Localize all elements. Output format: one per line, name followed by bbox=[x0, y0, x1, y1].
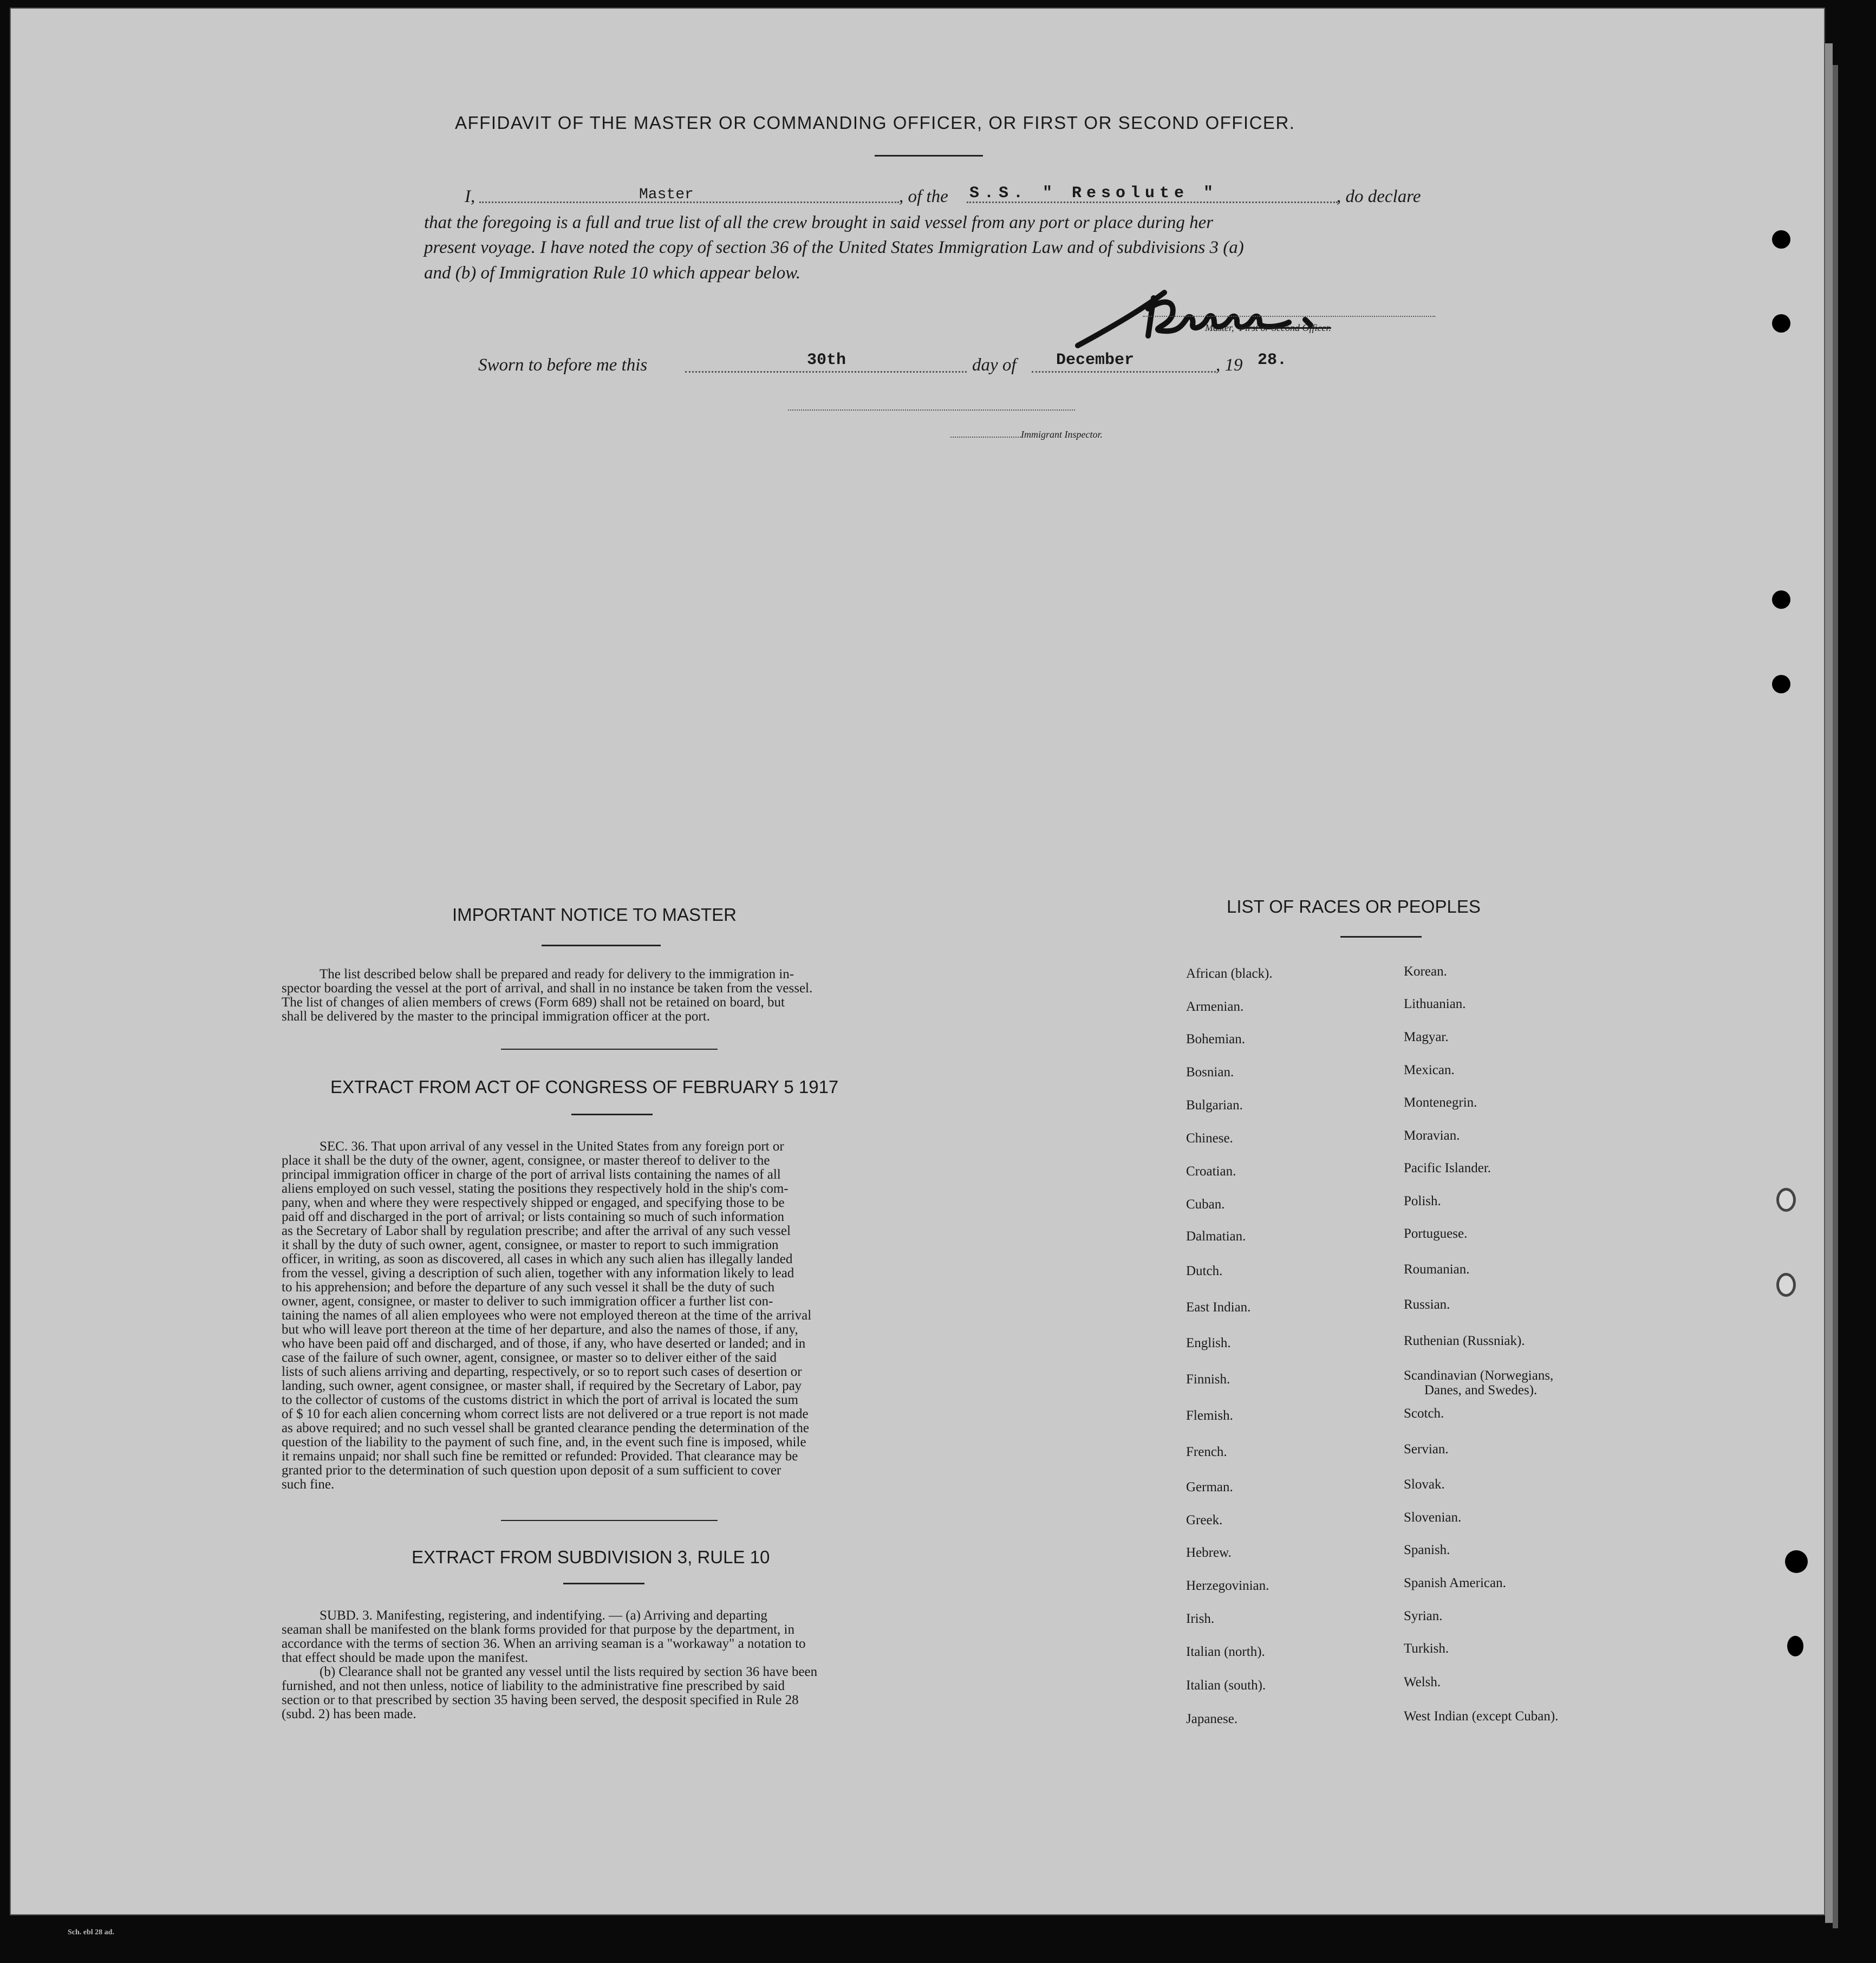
affidavit-line: that the foregoing is a full and true list of all the crew brought in said vessel from any port or place during her bbox=[424, 213, 1214, 232]
extract-act-title: EXTRACT FROM ACT OF CONGRESS OF FEBRUARY 5 1917 bbox=[330, 1077, 839, 1097]
divider bbox=[875, 155, 983, 157]
inspector-line bbox=[950, 437, 1021, 438]
extract-rule-text: SUBD. 3. Manifesting, registering, and indentifying. — (a) Arriving and departing seaman shall be manifested on the blank forms provided for that purpose by the department, in accordance with the terms of section 36. When an arriving seaman is a "workaway" a notation to that effect should be made upon the manifest. (b) Clearance shall not be granted any vessel until the lists required by section 36 have been furnished, and not then unless, notice of liability to the administrative fine prescribed by said section or to that prescribed by section 35 having been served, the desposit specified in Rule 28 (subd. 2) has been made. bbox=[282, 1608, 818, 1721]
race-left-item: Bulgarian. bbox=[1186, 1098, 1243, 1113]
race-right-item: Korean. bbox=[1404, 964, 1447, 979]
race-left-item: Italian (south). bbox=[1186, 1678, 1266, 1693]
divider bbox=[1340, 936, 1422, 938]
race-right-item: Mexican. bbox=[1404, 1063, 1455, 1077]
extract-rule-title: EXTRACT FROM SUBDIVISION 3, RULE 10 bbox=[412, 1547, 770, 1567]
affidavit-line: present voyage. I have noted the copy of section 36 of the United States Immigration Law and of subdivisions 3 (a) bbox=[424, 238, 1244, 257]
signature-line bbox=[1143, 316, 1435, 317]
binder-hole bbox=[1787, 1636, 1803, 1656]
page-edge bbox=[1833, 65, 1838, 1928]
race-left-item: East Indian. bbox=[1186, 1300, 1251, 1315]
of-the-label: , of the bbox=[899, 187, 948, 206]
day-field-line bbox=[685, 371, 967, 373]
race-left-item: Flemish. bbox=[1186, 1408, 1233, 1423]
race-left-item: Herzegovinian. bbox=[1186, 1578, 1269, 1593]
race-right-item: Spanish American. bbox=[1404, 1576, 1506, 1590]
bleed-through-text bbox=[347, 107, 354, 130]
binder-hole-ring bbox=[1776, 1188, 1796, 1212]
race-right-item: Scotch. bbox=[1404, 1406, 1444, 1421]
rank-value: Master bbox=[639, 186, 694, 203]
race-left-item: Japanese. bbox=[1186, 1712, 1238, 1726]
race-right-item: Slovenian. bbox=[1404, 1510, 1462, 1525]
binder-hole bbox=[1772, 590, 1790, 609]
race-left-item: Chinese. bbox=[1186, 1131, 1233, 1146]
divider bbox=[571, 1114, 653, 1115]
race-left-item: Bohemian. bbox=[1186, 1032, 1246, 1046]
notice-text: The list described below shall be prepared and ready for delivery to the immigration in- spector boarding the vessel at the port of arrival, and shall in no instance be taken from the vessel. The list of changes of alien members of crews (Form 689) shall not be retained on board, but shall be delivered by the master to the principal immigration officer at the port. bbox=[282, 967, 813, 1024]
page-edge bbox=[1825, 43, 1833, 1923]
race-left-item: Finnish. bbox=[1186, 1372, 1230, 1387]
affidavit-title: AFFIDAVIT OF THE MASTER OR COMMANDING OFFICER, OR FIRST OR SECOND OFFICER. bbox=[455, 113, 1295, 133]
master-signature bbox=[1072, 276, 1451, 352]
affidavit-line: and (b) of Immigration Rule 10 which appear below. bbox=[424, 263, 801, 283]
year-suffix: 28. bbox=[1258, 351, 1287, 369]
race-left-item: Cuban. bbox=[1186, 1197, 1225, 1212]
race-right-item: West Indian (except Cuban). bbox=[1404, 1709, 1559, 1724]
race-right-item: Syrian. bbox=[1404, 1609, 1443, 1623]
binder-hole bbox=[1772, 314, 1790, 333]
race-right-item: Montenegrin. bbox=[1404, 1095, 1477, 1110]
sworn-month: December bbox=[1056, 351, 1135, 369]
notice-title: IMPORTANT NOTICE TO MASTER bbox=[452, 905, 737, 925]
extract-act-text: SEC. 36. That upon arrival of any vessel in the United States from any foreign port or place it shall be the duty of the owner, agent, consignee, or master thereof to deliver to the principal immigration officer in charge of the port of arrival lists containing the names of all aliens employed on such vessel, stating the positions they respectively hold in the ship's com- pany, when and where they were respectively shipped or engaged, and specifying those to be paid off and discharged in the port of arrival; or lists containing so much of such information as the Secretary of Labor shall by regulation prescribe; and after the arrival of any such vessel it shall by the duty of such owner, agent, consignee, or master to report to such immigration officer, in writing, as soon as discovered, all cases in which any such alien has illegally landed from the vessel, giving a description of such alien, together with any information likely to lead to his apprehension; and before the departure of any such vessel it shall be the duty of such owner, agent, consignee, or master to deliver to such immigration officer a further list con- taining the names of all alien employees who were not employed thereon at the time of the arrival but who will leave port thereon at the time of her departure, and also the names of those, if any, who have been paid off and discharged, and of those, if any, who have deserted or landed; and in case of the failure of such owner, agent, consignee, or master so to deliver either of the said lists of such aliens arriving and departing, respectively, or so to report such cases of desertion or landing, such owner, agent consignee, or master shall, if required by the Secretary of Labor, pay to the collector of customs of the customs district in which the port of arrival is located the sum of $ 10 for each alien concerning whom correct lists are not delivered or a true report is not made as above required; and no such vessel shall be granted clearance pending the determination of the question of the liability to the payment of such fine, and, in the event such fine is imposed, while it remains unpaid; nor shall such fine be remitted or refunded: Provided. That clearance may be granted prior to the determination of such question upon deposit of a sum sufficient to cover such fine. bbox=[282, 1139, 812, 1492]
binder-hole bbox=[1772, 230, 1790, 249]
race-right-item: Polish. bbox=[1404, 1194, 1441, 1208]
race-right-item: Pacific Islander. bbox=[1404, 1161, 1491, 1175]
race-left-item: African (black). bbox=[1186, 966, 1273, 981]
race-right-item: Turkish. bbox=[1404, 1641, 1449, 1656]
race-right-item: Slovak. bbox=[1404, 1477, 1445, 1492]
declare-label: , do declare bbox=[1337, 187, 1421, 206]
race-right-item: Welsh. bbox=[1404, 1675, 1441, 1689]
vessel-value: S.S. " Resolute " bbox=[969, 184, 1219, 203]
divider bbox=[563, 1583, 644, 1584]
race-left-item: Greek. bbox=[1186, 1513, 1223, 1528]
divider bbox=[542, 945, 661, 946]
binder-hole bbox=[1785, 1550, 1808, 1573]
race-left-item: English. bbox=[1186, 1336, 1231, 1350]
race-right-item: Scandinavian (Norwegians, bbox=[1404, 1368, 1554, 1383]
race-left-item: Armenian. bbox=[1186, 999, 1244, 1014]
sworn-day: 30th bbox=[807, 351, 846, 369]
race-right-item: Spanish. bbox=[1404, 1543, 1450, 1557]
race-left-item: Dalmatian. bbox=[1186, 1229, 1246, 1244]
race-left-item: Dutch. bbox=[1186, 1264, 1223, 1278]
race-left-item: Hebrew. bbox=[1186, 1545, 1232, 1560]
sworn-label: Sworn to before me this bbox=[478, 355, 648, 375]
race-right-item: Portuguese. bbox=[1404, 1226, 1468, 1241]
day-of-label: day of bbox=[972, 355, 1017, 375]
signature-caption-struck: First or Second Officer. bbox=[1239, 322, 1331, 333]
race-left-item: German. bbox=[1186, 1480, 1233, 1494]
race-right-item: Lithuanian. bbox=[1404, 997, 1466, 1011]
binder-hole-ring bbox=[1776, 1273, 1796, 1297]
race-left-item: Italian (north). bbox=[1186, 1644, 1265, 1659]
month-field-line bbox=[1032, 371, 1216, 373]
race-right-item: Moravian. bbox=[1404, 1128, 1460, 1143]
i-label: I, bbox=[465, 187, 475, 206]
divider bbox=[501, 1520, 718, 1521]
race-right-item: Magyar. bbox=[1404, 1030, 1449, 1044]
signature-caption-master: Master, bbox=[1205, 322, 1234, 333]
year-prefix: , 19 bbox=[1216, 355, 1243, 375]
race-right-item: Russian. bbox=[1404, 1297, 1450, 1312]
inspector-signature-line bbox=[788, 410, 1075, 411]
divider bbox=[501, 1049, 718, 1050]
race-left-item: Bosnian. bbox=[1186, 1065, 1234, 1080]
race-left-item: Irish. bbox=[1186, 1611, 1215, 1626]
binder-hole bbox=[1772, 675, 1790, 693]
race-right-item: Danes, and Swedes). bbox=[1424, 1383, 1538, 1398]
race-right-item: Roumanian. bbox=[1404, 1262, 1470, 1277]
form-code: Sch. ebl 28 ad. bbox=[68, 1928, 114, 1936]
race-left-item: French. bbox=[1186, 1445, 1227, 1459]
inspector-label: Immigrant Inspector. bbox=[1021, 429, 1103, 440]
race-left-item: Croatian. bbox=[1186, 1164, 1236, 1179]
races-title: LIST OF RACES OR PEOPLES bbox=[1227, 896, 1481, 916]
race-right-item: Servian. bbox=[1404, 1442, 1449, 1457]
race-right-item: Ruthenian (Russniak). bbox=[1404, 1334, 1525, 1348]
